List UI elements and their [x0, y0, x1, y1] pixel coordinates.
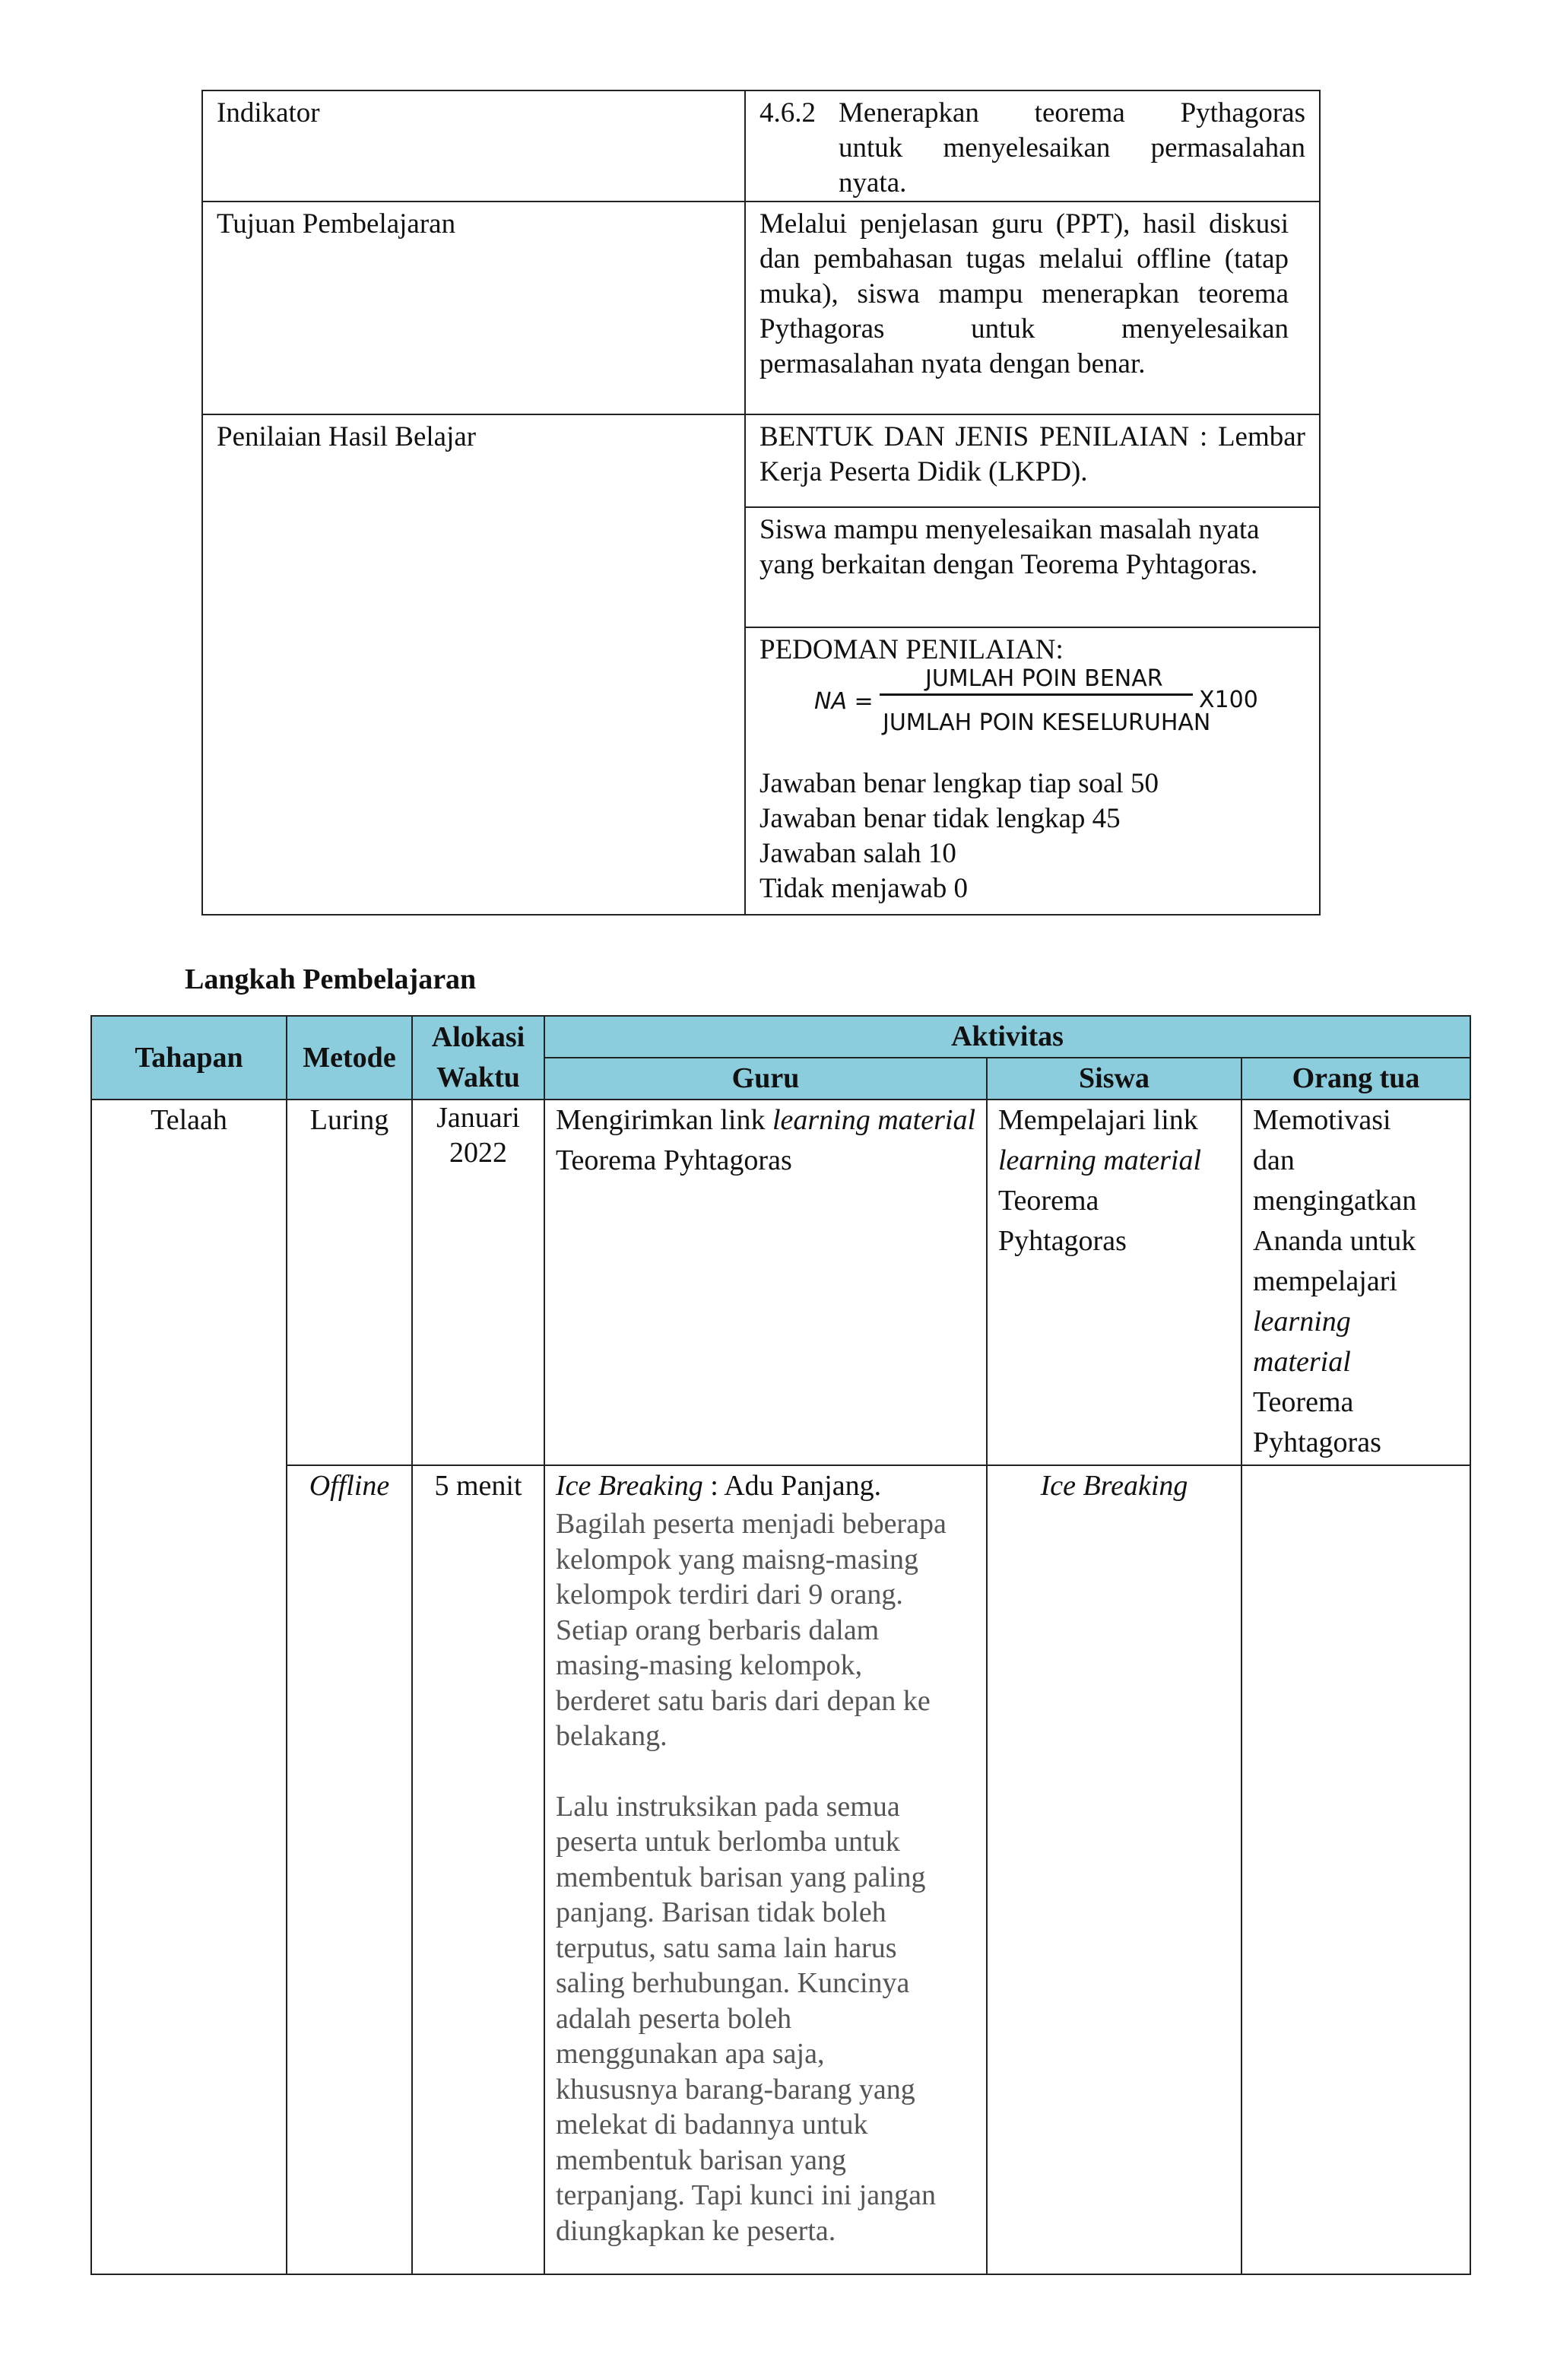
text-line: panjang. Barisan tidak boleh — [556, 1896, 886, 1928]
text-line: membentuk barisan yang paling — [556, 1861, 926, 1893]
header-siswa: Siswa — [987, 1058, 1241, 1100]
alokasi-line-1: Januari — [436, 1102, 520, 1134]
ortu-line: Memotivasi — [1253, 1104, 1391, 1136]
skor-item-1: Jawaban benar lengkap tiap soal 50 — [759, 768, 1159, 799]
text-line: kelompok yang maisng-masing — [556, 1543, 919, 1576]
penilaian-row — [202, 414, 1320, 507]
guru-paragraph-2 — [556, 1789, 975, 2249]
guru-cell — [544, 1465, 987, 2274]
text-line: melekat di badannya untuk — [556, 2109, 868, 2140]
ortu-line-italic: learning — [1253, 1306, 1351, 1338]
siswa-text-italic: learning material — [998, 1144, 1202, 1176]
alokasi-cell: 5 menit — [412, 1465, 544, 2274]
orang-tua-cell — [1241, 1465, 1470, 2274]
header-alokasi-line-2: Waktu — [436, 1061, 520, 1093]
formula-lhs: NA = — [814, 688, 874, 715]
penilaian-bentuk — [745, 414, 1320, 507]
text-line: peserta untuk berlomba untuk — [556, 1826, 900, 1858]
text-line: terputus, satu sama lain harus — [556, 1931, 897, 1964]
formula-denominator: JUMLAH POIN KESELURUHAN — [883, 709, 1211, 736]
skor-item-2: Jawaban benar tidak lengkap 45 — [759, 803, 1121, 834]
orang-tua-cell — [1241, 1100, 1470, 1465]
indikator-row — [202, 90, 1320, 202]
metode-cell: Luring — [287, 1100, 412, 1465]
pedoman-title: PEDOMAN PENILAIAN: — [759, 634, 1064, 665]
guru-text-italic: learning material — [772, 1104, 976, 1136]
guru-text: Mengirimkan link — [556, 1104, 772, 1136]
text-line: Setiap orang berbaris dalam — [556, 1614, 880, 1646]
pedoman-penilaian — [745, 627, 1320, 915]
indikator-line-3: nyata. — [839, 167, 907, 198]
skor-item-4: Tidak menjawab 0 — [759, 873, 969, 904]
penilaian-label: Penilaian Hasil Belajar — [202, 414, 745, 915]
skor-item-3: Jawaban salah 10 — [759, 838, 956, 869]
metode-cell: Offline — [287, 1465, 412, 2274]
text-line: masing-masing kelompok, — [556, 1649, 863, 1681]
guru-title-rest: : Adu Panjang. — [702, 1470, 882, 1502]
header-row-1 — [91, 1016, 1470, 1058]
tujuan-row — [202, 202, 1320, 414]
alokasi-line-2: 2022 — [449, 1137, 507, 1169]
siswa-text: Mempelajari link — [998, 1104, 1198, 1136]
header-alokasi-line-1: Alokasi — [431, 1021, 525, 1053]
table-row — [91, 1100, 1470, 1465]
siswa-text-tail-2: Pyhtagoras — [998, 1225, 1127, 1257]
indikator-line-1: Menerapkan teorema Pythagoras — [839, 97, 1305, 129]
indikator-value — [745, 90, 1320, 202]
tujuan-value — [745, 202, 1320, 414]
ortu-line: Pyhtagoras — [1253, 1426, 1381, 1458]
siswa-cell: Ice Breaking — [987, 1465, 1241, 2274]
text-line: saling berhubungan. Kuncinya — [556, 1967, 910, 1999]
guru-paragraph-1 — [556, 1506, 975, 1754]
text-line: belakang. — [556, 1720, 668, 1752]
text-line: terpanjang. Tapi kunci ini jangan — [556, 2179, 936, 2211]
guru-title-italic: Ice Breaking — [556, 1470, 703, 1502]
siswa-cell — [987, 1100, 1241, 1465]
formula-multiplier: X100 — [1199, 687, 1258, 713]
text-line: Bagilah peserta menjadi beberapa — [556, 1508, 947, 1540]
text-line: Lalu instruksikan pada semua — [556, 1790, 900, 1823]
ortu-line-italic: material — [1253, 1346, 1351, 1378]
table-row — [91, 1465, 1470, 2274]
header-aktivitas: Aktivitas — [544, 1016, 1470, 1058]
header-metode: Metode — [287, 1016, 412, 1100]
langkah-pembelajaran-table — [90, 1015, 1471, 2275]
tujuan-label: Tujuan Pembelajaran — [202, 202, 745, 414]
indikator-number: 4.6.2 — [759, 97, 816, 129]
text-line: berderet satu baris dari depan ke — [556, 1684, 931, 1717]
header-guru: Guru — [544, 1058, 987, 1100]
text-line: kelompok terdiri dari 9 orang. — [556, 1579, 903, 1610]
ortu-line: mengingatkan — [1253, 1185, 1417, 1217]
section-title: Langkah Pembelajaran — [185, 963, 477, 995]
text-line: khususnya barang-barang yang — [556, 2073, 915, 2106]
text-line: membentuk barisan yang — [556, 2144, 847, 2176]
header-tahapan: Tahapan — [91, 1016, 287, 1100]
header-orang-tua: Orang tua — [1241, 1058, 1470, 1100]
ortu-line: mempelajari — [1253, 1265, 1397, 1297]
header-alokasi — [412, 1016, 544, 1100]
rpp-info-table — [201, 90, 1321, 916]
indikator-line-2: untuk menyelesaikan permasalahan — [839, 132, 1305, 163]
na-formula — [759, 665, 1305, 766]
alokasi-cell — [412, 1100, 544, 1465]
guru-title — [556, 1466, 975, 1506]
penilaian-deskripsi — [745, 507, 1320, 627]
penilaian-deskripsi-text: Siswa mampu menyelesaikan masalah nyata yang berkaitan dengan Teorema Pyhtagoras. — [759, 514, 1260, 580]
ortu-line: dan — [1253, 1144, 1295, 1176]
guru-text-tail: Teorema Pyhtagoras — [556, 1144, 792, 1176]
fraction-bar — [880, 693, 1193, 696]
text-line: adalah peserta boleh — [556, 2002, 792, 2035]
guru-cell — [544, 1100, 987, 1465]
text-line: diungkapkan ke peserta. — [556, 2214, 836, 2247]
indikator-label: Indikator — [202, 90, 745, 202]
text-line: menggunakan apa saja, — [556, 2038, 825, 2070]
tujuan-text: Melalui penjelasan guru (PPT), hasil diskusi dan pembahasan tugas melalui offline (tatap muka), siswa mampu menerapkan teorema Pythagoras untuk menyelesaikan permasalahan nyata dengan benar. — [759, 208, 1289, 379]
siswa-text-tail-1: Teorema — [998, 1185, 1099, 1217]
ortu-line: Teorema — [1253, 1386, 1354, 1418]
formula-numerator: JUMLAH POIN BENAR — [925, 665, 1163, 692]
ortu-line: Ananda untuk — [1253, 1225, 1416, 1257]
penilaian-bentuk-text: BENTUK DAN JENIS PENILAIAN : Lembar Kerja Peserta Didik (LKPD). — [759, 421, 1305, 487]
tahapan-cell: Telaah — [91, 1100, 287, 2274]
